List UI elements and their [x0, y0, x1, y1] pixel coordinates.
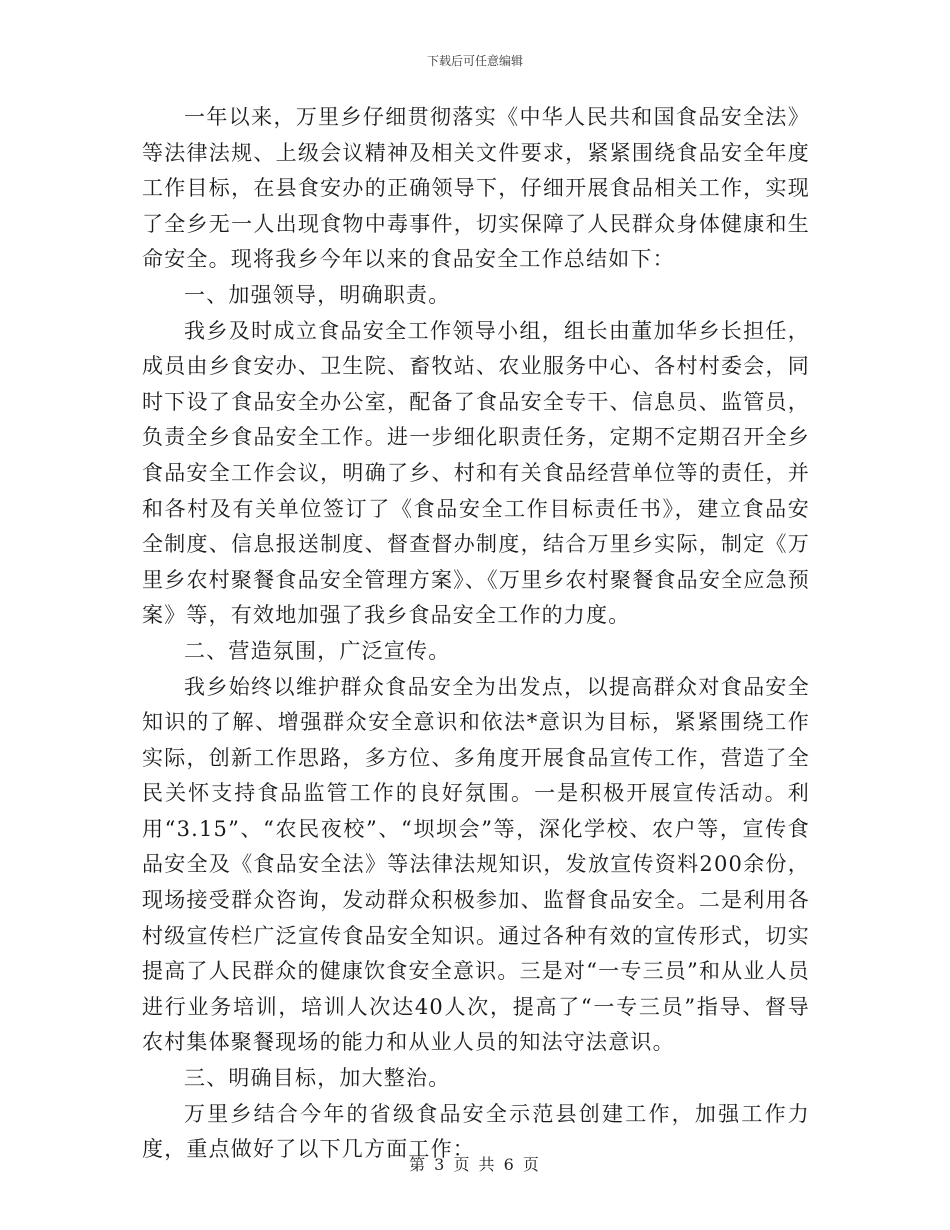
section-heading-2: 二、营造氛围，广泛宣传。 — [184, 638, 451, 663]
section-heading-3: 三、明确目标，加大整治。 — [184, 1066, 451, 1091]
paragraph-targets: 万里乡结合今年的省级食品安全示范县创建工作，加强工作力度，重点做好了以下几方面工作： — [142, 1101, 810, 1162]
paragraph-publicity: 我乡始终以维护群众食品安全为出发点，以提高群众对食品安全知识的了解、增强群众安全意识和依法*意识为目标，紧紧围绕工作实际，创新工作思路，多方位、多角度开展食品宣传工作，营造了全民关怀支持食品监管工作的良好氛围。一是积极开展宣传活动。利用“3.15”、“农民夜校”、“坝坝会”等，深化学校、农户等，宣传食品安全及《食品安全法》等法律法规知识，发放宣传资料200余份，现场接受群众咨询，发动群众积极参加、监督食品安全。二是利用各村级宣传栏广泛宣传食品安全知识。通过各种有效的宣传形式，切实提高了人民群众的健康饮食安全意识。三是对“一专三员”和从业人员进行业务培训，培训人次达40人次，提高了“一专三员”指导、督导农村集体聚餐现场的能力和从业人员的知法守法意识。 — [142, 674, 810, 1055]
paragraph-intro: 一年以来，万里乡仔细贯彻落实《中华人民共和国食品安全法》等法律法规、上级会议精神及相关文件要求，紧紧围绕食品安全年度工作目标，在县食安办的正确领导下，仔细开展食品相关工作，实现了全乡无一人出现食物中毒事件，切实保障了人民群众身体健康和生命安全。现将我乡今年以来的食品安全工作总结如下： — [142, 105, 810, 272]
paragraph-leadership: 我乡及时成立食品安全工作领导小组，组长由董加华乡长担任，成员由乡食安办、卫生院、畜牧站、农业服务中心、各村村委会，同时下设了食品安全办公室，配备了食品安全专干、信息员、监管员，负责全乡食品安全工作。进一步细化职责任务，定期不定期召开全乡食品安全工作会议，明确了乡、村和有关食品经营单位等的责任，并和各村及有关单位签订了《食品安全工作目标责任书》，建立食品安全制度、信息报送制度、督查督办制度，结合万里乡实际，制定《万里乡农村聚餐食品安全管理方案》、《万里乡农村聚餐食品安全应急预案》等，有效地加强了我乡食品安全工作的力度。 — [142, 318, 810, 628]
section-heading-1: 一、加强领导，明确职责。 — [184, 282, 451, 307]
document-body — [142, 100, 810, 1168]
page-number-footer: 第 3 页 共 6 页 — [409, 1155, 541, 1174]
page-header: 下载后可任意编辑 — [426, 54, 523, 68]
